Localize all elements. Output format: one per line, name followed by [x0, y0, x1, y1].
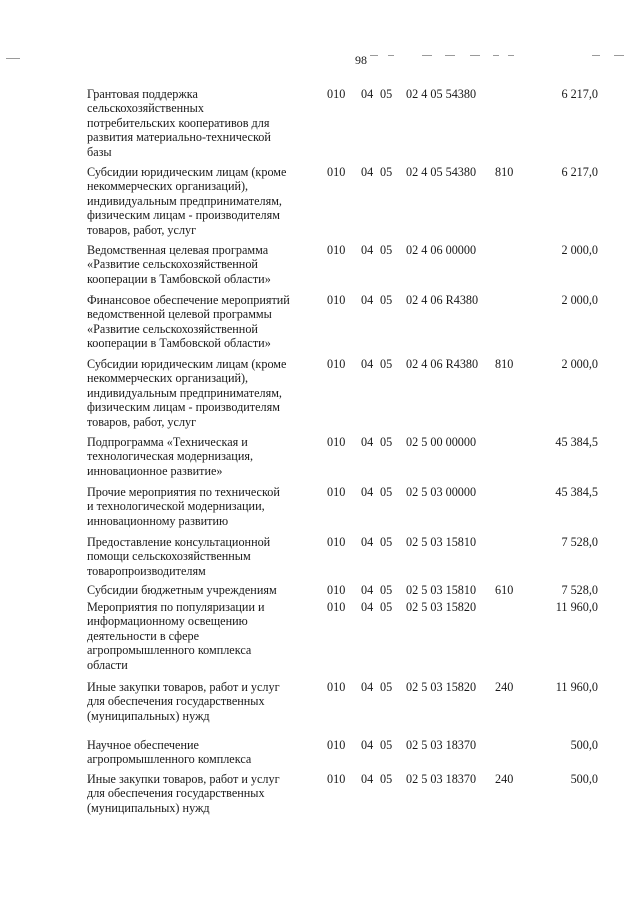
ministry-code: 010 — [327, 293, 346, 307]
row-name: Субсидии бюджетным учреждениям — [87, 583, 277, 597]
row-name: Научное обеспечение агропромышленного комплекса — [87, 738, 252, 767]
target-article-code: 02 4 05 54380 — [406, 87, 477, 101]
subsection-code: 05 — [380, 535, 393, 549]
scan-artifact-dash — [470, 55, 480, 56]
subsection-code: 05 — [380, 680, 393, 694]
amount: 7 528,0 — [561, 535, 598, 549]
table-row — [0, 293, 640, 357]
row-name: Субсидии юридическим лицам (кроме некоммерческих организаций), индивидуальным предпринимателям, физическим лицам - производителям товаров, работ, услуг — [87, 165, 287, 237]
table-row — [0, 583, 640, 600]
amount: 2 000,0 — [561, 293, 598, 307]
row-name: Ведомственная целевая программа «Развитие сельскохозяйственной кооперации в Тамбовской области» — [87, 243, 271, 286]
section-code: 04 — [361, 535, 374, 549]
subsection-code: 05 — [380, 293, 393, 307]
subsection-code: 05 — [380, 485, 393, 499]
ministry-code: 010 — [327, 680, 346, 694]
table-row — [0, 772, 640, 832]
ministry-code: 010 — [327, 583, 346, 597]
target-article-code: 02 4 06 R4380 — [406, 293, 479, 307]
amount: 6 217,0 — [561, 87, 598, 101]
table-row — [0, 243, 640, 293]
section-code: 04 — [361, 485, 374, 499]
table-row — [0, 165, 640, 243]
row-name: Финансовое обеспечение мероприятий ведомственной целевой программы «Развитие сельскохозяйственной кооперации в Тамбовской области» — [87, 293, 290, 351]
subsection-code: 05 — [380, 165, 393, 179]
target-article-code: 02 5 03 15820 — [406, 600, 477, 614]
amount: 45 384,5 — [555, 435, 598, 449]
target-article-code: 02 4 06 R4380 — [406, 357, 479, 371]
section-code: 04 — [361, 600, 374, 614]
row-name: Иные закупки товаров, работ и услуг для обеспечения государственных (муниципальных) нужд — [87, 772, 280, 815]
scan-artifact-dash — [370, 55, 378, 56]
scan-artifact-dash — [388, 55, 394, 56]
page-number: 98 — [355, 53, 367, 67]
amount: 500,0 — [570, 738, 598, 752]
amount: 11 960,0 — [555, 600, 598, 614]
section-code: 04 — [361, 165, 374, 179]
expense-type-code: 610 — [495, 583, 514, 597]
target-article-code: 02 4 05 54380 — [406, 165, 477, 179]
ministry-code: 010 — [327, 87, 346, 101]
table-row — [0, 485, 640, 535]
scan-artifact-dash — [6, 58, 20, 59]
row-name: Иные закупки товаров, работ и услуг для обеспечения государственных (муниципальных) нужд — [87, 680, 280, 723]
ministry-code: 010 — [327, 485, 346, 499]
budget-table — [0, 87, 640, 832]
subsection-code: 05 — [380, 243, 393, 257]
section-code: 04 — [361, 583, 374, 597]
section-code: 04 — [361, 357, 374, 371]
scan-artifact-dash — [614, 55, 624, 56]
table-row — [0, 680, 640, 738]
section-code: 04 — [361, 435, 374, 449]
table-row — [0, 435, 640, 485]
row-name: Предоставление консультационной помощи сельскохозяйственным товаропроизводителям — [87, 535, 271, 578]
subsection-code: 05 — [380, 87, 393, 101]
ministry-code: 010 — [327, 772, 346, 786]
row-name: Грантовая поддержка сельскохозяйственных потребительских кооперативов для развития материально-технической базы — [87, 87, 271, 159]
target-article-code: 02 4 06 00000 — [406, 243, 477, 257]
scan-artifact-dash — [592, 55, 600, 56]
scan-artifact-dash — [445, 55, 455, 56]
ministry-code: 010 — [327, 600, 346, 614]
row-name: Мероприятия по популяризации и информационному освещению деятельности в сфере агропромышленного комплекса области — [87, 600, 265, 672]
table-row — [0, 357, 640, 435]
target-article-code: 02 5 03 15810 — [406, 583, 477, 597]
target-article-code: 02 5 03 00000 — [406, 485, 477, 499]
section-code: 04 — [361, 738, 374, 752]
scan-artifact-dash — [508, 55, 514, 56]
table-row — [0, 600, 640, 680]
amount: 2 000,0 — [561, 357, 598, 371]
amount: 500,0 — [570, 772, 598, 786]
subsection-code: 05 — [380, 600, 393, 614]
subsection-code: 05 — [380, 357, 393, 371]
ministry-code: 010 — [327, 435, 346, 449]
row-name: Подпрограмма «Техническая и технологическая модернизация, инновационное развитие» — [87, 435, 253, 478]
table-row — [0, 738, 640, 772]
table-row — [0, 535, 640, 583]
section-code: 04 — [361, 680, 374, 694]
scan-artifact-dash — [422, 55, 432, 56]
amount: 6 217,0 — [561, 165, 598, 179]
expense-type-code: 810 — [495, 357, 514, 371]
subsection-code: 05 — [380, 435, 393, 449]
amount: 2 000,0 — [561, 243, 598, 257]
amount: 7 528,0 — [561, 583, 598, 597]
row-name: Прочие мероприятия по технической и технологической модернизации, инновационному развитию — [87, 485, 280, 528]
amount: 11 960,0 — [555, 680, 598, 694]
target-article-code: 02 5 00 00000 — [406, 435, 477, 449]
table-row — [0, 87, 640, 165]
subsection-code: 05 — [380, 772, 393, 786]
section-code: 04 — [361, 243, 374, 257]
target-article-code: 02 5 03 15810 — [406, 535, 477, 549]
row-name: Субсидии юридическим лицам (кроме некоммерческих организаций), индивидуальным предпринимателям, физическим лицам - производителям товаров, работ, услуг — [87, 357, 287, 429]
target-article-code: 02 5 03 18370 — [406, 772, 477, 786]
ministry-code: 010 — [327, 165, 346, 179]
scan-artifact-dash — [493, 55, 499, 56]
expense-type-code: 810 — [495, 165, 514, 179]
section-code: 04 — [361, 87, 374, 101]
target-article-code: 02 5 03 15820 — [406, 680, 477, 694]
expense-type-code: 240 — [495, 680, 514, 694]
section-code: 04 — [361, 772, 374, 786]
ministry-code: 010 — [327, 535, 346, 549]
target-article-code: 02 5 03 18370 — [406, 738, 477, 752]
ministry-code: 010 — [327, 243, 346, 257]
expense-type-code: 240 — [495, 772, 514, 786]
section-code: 04 — [361, 293, 374, 307]
ministry-code: 010 — [327, 357, 346, 371]
amount: 45 384,5 — [555, 485, 598, 499]
subsection-code: 05 — [380, 583, 393, 597]
ministry-code: 010 — [327, 738, 346, 752]
subsection-code: 05 — [380, 738, 393, 752]
